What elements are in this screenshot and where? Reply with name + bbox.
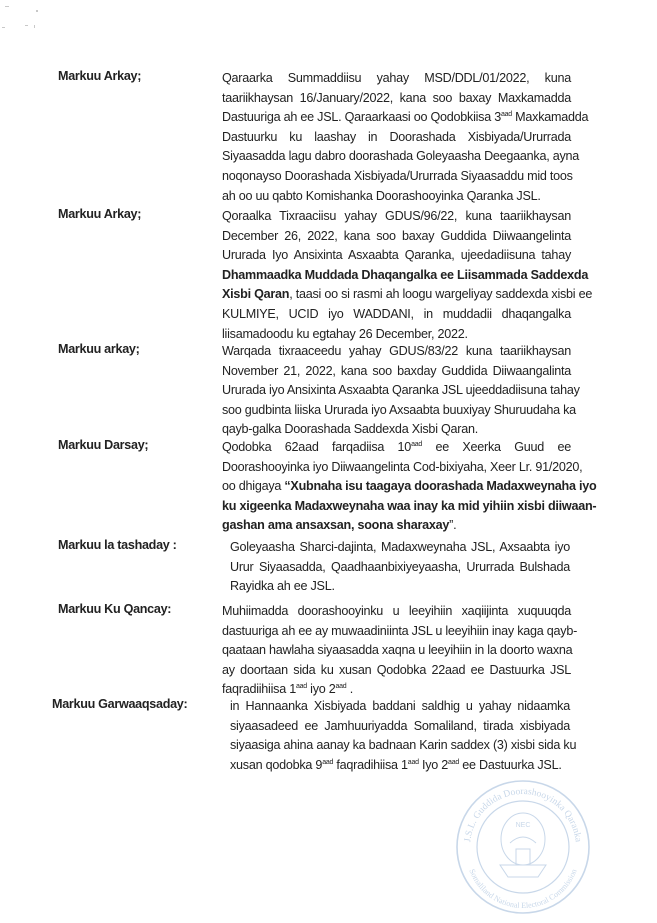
- body-line: liisamadoodu ku egtahay 26 December, 2022.: [222, 326, 468, 341]
- body-line: dastuuriga ah ee ay muwaadiniinta JSL u leeyihiin inay kaga qayb-: [222, 623, 578, 638]
- seal-top-text: J.S.L. Guddida Doorashooyinka Qaranka: [463, 786, 583, 843]
- text-run: ee Dastuurka JSL.: [458, 757, 562, 772]
- scan-artifacts: [0, 0, 60, 40]
- text-run: .: [346, 682, 353, 697]
- section-label: Markuu la tashaday :: [58, 538, 177, 552]
- scan-speck: [2, 27, 5, 28]
- body-line: Qaraarka Summaddiisu yahay MSD/DDL/01/2022, kuna: [222, 71, 571, 85]
- body-line: qaataan hawlaha siyaasadda xaqna u leeyihiin in la doorto waxna: [222, 643, 573, 658]
- scan-speck: [36, 10, 38, 12]
- scan-speck: [34, 25, 35, 28]
- section-body: [222, 602, 578, 700]
- text-run: oo dhigaya: [222, 479, 285, 494]
- section-label: Markuu Ku Qancay:: [58, 602, 172, 616]
- body-line: Muhiimadda doorashooyinku u leeyihiin xaqiijinta xuquuqda: [222, 604, 571, 618]
- scan-speck: [5, 6, 9, 7]
- bold-emphasis: Xisbi Qaran: [222, 287, 290, 302]
- body-line: Urur Siyaasadda, Qaadhaanbixiyeyaasha, Ururrada Bulshada: [230, 559, 570, 574]
- body-line: [222, 516, 571, 536]
- bold-emphasis: Dhammaadka Muddada Dhaqangalka ee Liisammada Saddexda: [222, 267, 589, 282]
- body-line: qayb-galka Doorashada Saddexda Xisbi Qaran.: [222, 422, 478, 437]
- body-line: taariikhaysan 16/January/2022, kana soo baxay Maxkamadda: [222, 90, 571, 105]
- body-line: Warqada tixraaceedu yahay GDUS/83/22 kuna taariikhaysan: [222, 344, 571, 358]
- ordinal-superscript: aad: [500, 111, 512, 119]
- ordinal-superscript: aad: [322, 758, 334, 766]
- seal-center-text: NEC: [515, 822, 531, 829]
- official-seal-stamp: [448, 777, 598, 917]
- body-line: in Hannaanka Xisbiyada baddani saldhig u yahay nidaamka: [230, 699, 570, 713]
- body-line: Qoraalka Tixraaciisu yahay GDUS/96/22, kuna taariikhaysan: [222, 209, 571, 223]
- section-body: [230, 538, 570, 597]
- bold-quote: “Xubnaha isu taagaya doorashada Madaxweynaha iyo: [284, 479, 597, 494]
- text-run: Maxkamadda: [511, 110, 589, 125]
- body-line: [230, 756, 570, 776]
- body-line: KULMIYE, UCID iyo WADDANI, in muddadii dhaqangalka: [222, 306, 571, 321]
- ordinal-superscript: aad: [411, 441, 423, 448]
- text-run: Qodobka 62aad farqadiisa 10: [222, 440, 412, 454]
- section-label: Markuu Garwaaqsaday:: [52, 697, 188, 711]
- body-line: [222, 266, 589, 286]
- body-line: Siyaasadda lagu dabro doorashada Goleyaasha Deegaanka, ayna: [222, 149, 580, 164]
- body-line: ay doortaan sida ku xusan Qodobka 22aad ee Dastuurka JSL: [222, 662, 571, 677]
- body-line: [222, 477, 597, 497]
- bold-quote: gashan ama ansaxsan, soona sharaxay: [222, 518, 450, 533]
- body-line: [222, 497, 597, 517]
- body-line: Dastuurku ku laashay in Doorashada Xisbiyada/Ururrada: [222, 129, 571, 144]
- section-body: [222, 438, 597, 536]
- text-run: , taasi oo si rasmi ah loogu wargeliyay saddexda xisbi ee: [289, 287, 593, 302]
- scan-speck: [25, 25, 28, 26]
- body-line: [222, 438, 571, 458]
- body-line: December 26, 2022, kana soo baxay Guddida Diiwaangelinta: [222, 228, 571, 243]
- text-run: xusan qodobka 9: [230, 757, 323, 772]
- text-run: ee Xeerka Guud ee: [422, 440, 571, 454]
- section-label: Markuu arkay;: [58, 342, 140, 356]
- body-line: November 21, 2022, kana soo baxday Guddida Diiwaangalinta: [222, 363, 571, 378]
- seal-bottom-text: Somaliland National Electoral Commission: [467, 867, 579, 911]
- section-body: [222, 69, 589, 206]
- body-line: [222, 108, 589, 128]
- text-run: faqradiihiisa 1: [222, 682, 296, 697]
- text-run: iyo 2: [306, 682, 336, 697]
- body-line: Ururada iyo Ansixinta Asxaabta Qaranka JSL ujeeddadiisuna tahay: [222, 383, 580, 398]
- ordinal-superscript: aad: [448, 758, 459, 766]
- seal-emblem-icon: [500, 813, 546, 877]
- body-line: soo gudbinta liiska Ururada iyo Axsaabta buuxiyay Shuruudaha ka: [222, 402, 576, 417]
- body-line: noqonayso Doorashada Xisbiyada/Ururrada Siyaasaddu mid toos: [222, 168, 573, 183]
- text-run: ”.: [449, 518, 457, 533]
- section-label: Markuu Arkay;: [58, 69, 142, 83]
- body-line: siyaasadeed ee Jamhuuriyadda Somaliland, tirada xisbiyada: [230, 718, 570, 733]
- section-body: [222, 342, 580, 440]
- body-line: Goleyaasha Sharci-dajinta, Madaxweynaha JSL, Axsaabta iyo: [230, 540, 570, 554]
- section-body: [222, 207, 593, 344]
- body-line: [222, 285, 593, 305]
- ordinal-superscript: aad: [335, 683, 347, 691]
- body-line: Rayidka ah ee JSL.: [230, 579, 335, 594]
- ordinal-superscript: aad: [407, 758, 419, 766]
- text-run: Iyo 2: [418, 757, 449, 772]
- text-run: Dastuuriga ah ee JSL. Qaraarkaasi oo Qodobkiisa 3: [222, 110, 501, 125]
- section-body: [230, 697, 577, 775]
- ordinal-superscript: aad: [295, 683, 307, 691]
- body-line: ah oo uu qabto Komishanka Doorashooyinka Qaranka JSL.: [222, 188, 541, 203]
- section-label: Markuu Arkay;: [58, 207, 142, 221]
- body-line: Ururada Iyo Ansixinta Asxaabta Qaranka, ujeedadiisuna tahay: [222, 248, 571, 263]
- body-line: siyaasiga ahina aanay ka badnaan Karin saddex (3) xisbi sida ku: [230, 738, 577, 753]
- body-line: Doorashooyinka iyo Diiwaangelinta Cod-bixiyaha, Xeer Lr. 91/2020,: [222, 459, 583, 474]
- seal-inner-ring: [477, 801, 569, 893]
- bold-quote: ku xigeenka Madaxweynaha waa inay ka mid yihiin xisbi diiwaan-: [222, 498, 597, 513]
- section-label: Markuu Darsay;: [58, 438, 149, 452]
- text-run: faqradihiisa 1: [333, 757, 408, 772]
